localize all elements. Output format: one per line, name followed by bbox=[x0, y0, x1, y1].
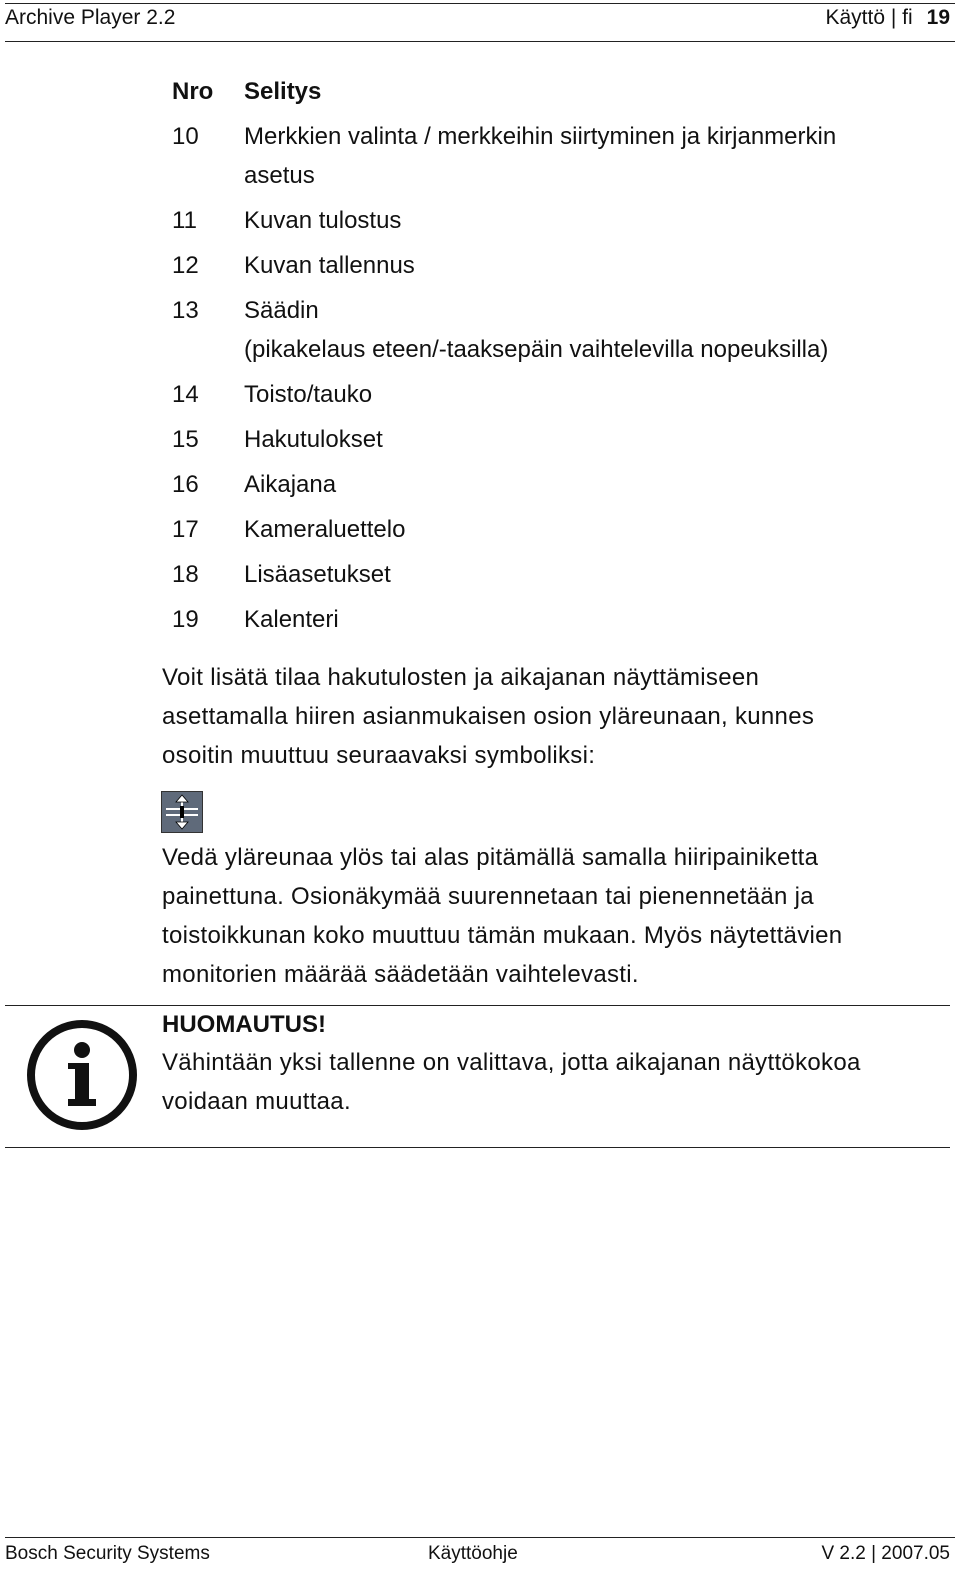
row-number: 17 bbox=[172, 516, 199, 543]
page-footer bbox=[0, 1537, 960, 1582]
paragraph-line: painettuna. Osionäkymää suurennetaan tai pienennetään ja bbox=[162, 883, 814, 910]
table-row bbox=[172, 246, 952, 285]
table-header-row bbox=[172, 72, 952, 111]
page-header bbox=[0, 0, 960, 42]
table-row bbox=[172, 291, 952, 369]
row-description-line: Hakutulokset bbox=[244, 426, 383, 453]
row-description-line: Kameraluettelo bbox=[244, 516, 406, 543]
footer-doc: Käyttöohje bbox=[428, 1543, 518, 1564]
page-number: 19 bbox=[926, 6, 950, 29]
row-description-line: Kuvan tulostus bbox=[244, 207, 402, 234]
paragraph-drag-info bbox=[162, 838, 952, 994]
row-description-line: Merkkien valinta / merkkeihin siirtyminen ja kirjanmerkin bbox=[244, 123, 837, 150]
note-top-rule bbox=[5, 1005, 950, 1006]
table-row bbox=[172, 555, 952, 594]
row-number: 15 bbox=[172, 426, 199, 453]
note-bottom-rule bbox=[5, 1147, 950, 1148]
table-row bbox=[172, 117, 952, 195]
note-heading: HUOMAUTUS! bbox=[162, 1011, 326, 1038]
header-right bbox=[825, 6, 950, 30]
column-header-nro: Nro bbox=[172, 78, 214, 105]
footer-company: Bosch Security Systems bbox=[5, 1543, 210, 1564]
row-number: 12 bbox=[172, 252, 199, 279]
row-number: 13 bbox=[172, 297, 199, 324]
row-number: 14 bbox=[172, 381, 199, 408]
row-description bbox=[244, 600, 952, 639]
footer-version: V 2.2 | 2007.05 bbox=[821, 1543, 950, 1564]
row-description-line: asetus bbox=[244, 162, 315, 189]
header-bottom-rule bbox=[5, 41, 955, 42]
row-description-line: Kuvan tallennus bbox=[244, 252, 415, 279]
paragraph-line: Voit lisätä tilaa hakutulosten ja aikajanan näyttämiseen bbox=[162, 664, 760, 691]
table-row bbox=[172, 510, 952, 549]
row-description bbox=[244, 117, 952, 195]
row-number: 10 bbox=[172, 123, 199, 150]
paragraph-line: monitorien määrää säädetään vaihtelevasti. bbox=[162, 961, 639, 988]
row-number: 18 bbox=[172, 561, 199, 588]
row-number: 11 bbox=[172, 207, 197, 234]
note-text bbox=[162, 1043, 952, 1121]
note-line: Vähintään yksi tallenne on valittava, jotta aikajanan näyttökokoa bbox=[162, 1049, 861, 1076]
row-description-line: Lisäasetukset bbox=[244, 561, 391, 588]
legend-table bbox=[172, 72, 952, 645]
row-description bbox=[244, 246, 952, 285]
table-row bbox=[172, 420, 952, 459]
column-header-selitys: Selitys bbox=[244, 78, 322, 105]
row-description-line: Toisto/tauko bbox=[244, 381, 373, 408]
footer-rule bbox=[5, 1537, 955, 1538]
row-description-line: Kalenteri bbox=[244, 606, 339, 633]
row-number: 16 bbox=[172, 471, 199, 498]
row-description bbox=[244, 375, 952, 414]
row-description-line: Säädin bbox=[244, 297, 319, 324]
paragraph-line: asettamalla hiiren asianmukaisen osion yläreunaan, kunnes bbox=[162, 703, 815, 730]
table-row bbox=[172, 201, 952, 240]
row-description-line: Aikajana bbox=[244, 471, 337, 498]
row-description bbox=[244, 201, 952, 240]
row-number: 19 bbox=[172, 606, 199, 633]
table-row bbox=[172, 600, 952, 639]
row-description bbox=[244, 555, 952, 594]
paragraph-line: osoitin muuttuu seuraavaksi symboliksi: bbox=[162, 742, 596, 769]
header-title: Archive Player 2.2 bbox=[5, 6, 176, 29]
paragraph-line: Vedä yläreunaa ylös tai alas pitämällä samalla hiiripainiketta bbox=[162, 844, 819, 871]
table-row bbox=[172, 375, 952, 414]
note-line: voidaan muuttaa. bbox=[162, 1088, 351, 1115]
row-description bbox=[244, 420, 952, 459]
table-row bbox=[172, 465, 952, 504]
info-icon bbox=[26, 1019, 138, 1131]
row-description-line: (pikakelaus eteen/-taaksepäin vaihtelevilla nopeuksilla) bbox=[244, 336, 829, 363]
row-description bbox=[244, 291, 952, 369]
resize-vertical-cursor-icon bbox=[161, 791, 203, 833]
paragraph-resize-info bbox=[162, 658, 952, 775]
paragraph-line: toistoikkunan koko muuttuu tämän mukaan. Myös näytettävien bbox=[162, 922, 843, 949]
table-body bbox=[172, 117, 952, 639]
row-description bbox=[244, 510, 952, 549]
header-section: Käyttö | fi bbox=[825, 6, 913, 29]
row-description bbox=[244, 465, 952, 504]
header-top-rule bbox=[5, 3, 955, 4]
